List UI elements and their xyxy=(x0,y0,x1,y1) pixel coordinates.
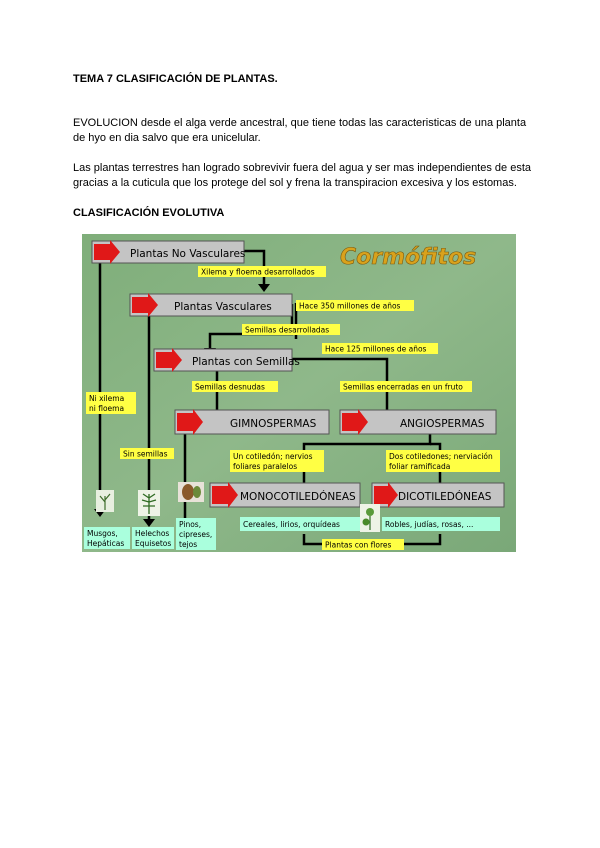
classification-diagram xyxy=(82,234,516,552)
svg-text:DICOTILEDÓNEAS: DICOTILEDÓNEAS xyxy=(398,491,492,503)
svg-text:GIMNOSPERMAS: GIMNOSPERMAS xyxy=(230,418,317,430)
box-angiospermas xyxy=(340,409,496,435)
label-musgos-2: Hepáticas xyxy=(87,539,125,548)
label-ni-xilema-1: Ni xilema xyxy=(89,394,125,403)
box-plantas-no-vasculares xyxy=(92,240,245,264)
label-semillas-desarrolladas: Semillas desarrolladas xyxy=(245,325,330,335)
label-cereales: Cereales, lirios, orquídeas xyxy=(243,520,340,529)
label-helechos-2: Equisetos xyxy=(135,539,172,548)
section-subtitle: CLASIFICACIÓN EVOLUTIVA xyxy=(73,207,225,219)
label-hace-350: Hace 350 millones de años xyxy=(299,301,401,311)
diagram-heading: Cormófitos xyxy=(340,245,477,270)
label-un-cotiledon-2: foliares paralelos xyxy=(233,462,298,471)
label-plantas-con-flores: Plantas con flores xyxy=(325,540,392,550)
paragraph-evolucion: EVOLUCION desde el alga verde ancestral, que tiene todas las caracteristicas de una planta de hyo en dia salvo que era unicelular. xyxy=(73,117,527,144)
box-monocotiledoneas xyxy=(210,482,360,508)
box-plantas-con-semillas xyxy=(154,348,300,372)
moss-image xyxy=(96,490,114,512)
svg-text:MONOCOTILEDÓNEAS: MONOCOTILEDÓNEAS xyxy=(240,491,356,503)
svg-text:Plantas con Semillas: Plantas con Semillas xyxy=(192,356,300,368)
pine-cone-image xyxy=(178,482,204,502)
svg-text:Plantas No Vasculares: Plantas No Vasculares xyxy=(130,248,246,260)
label-un-cotiledon-1: Un cotiledón; nervios xyxy=(233,452,313,461)
label-pinos-3: tejos xyxy=(179,540,198,549)
label-helechos-1: Helechos xyxy=(135,529,170,538)
document-title: TEMA 7 CLASIFICACIÓN DE PLANTAS. xyxy=(73,73,278,85)
dicot-plant-image xyxy=(360,504,380,532)
label-dos-cotiledones-1: Dos cotiledones; nerviación xyxy=(389,452,493,461)
label-dos-cotiledones-2: foliar ramificada xyxy=(389,462,451,471)
label-robles: Robles, judías, rosas, ... xyxy=(385,520,474,529)
box-dicotiledoneas xyxy=(372,482,504,508)
paragraph-plantas-terrestres: Las plantas terrestres han logrado sobrevivir fuera del agua y ser mas independientes de esta gracias a la cuticula que los protege del sol y frena la transpiracion excesiva y los estomas. xyxy=(73,162,531,189)
label-semillas-desnudas: Semillas desnudas xyxy=(195,382,265,392)
box-gimnospermas xyxy=(175,409,329,435)
label-pinos-1: Pinos, xyxy=(179,520,202,529)
svg-text:Plantas Vasculares: Plantas Vasculares xyxy=(174,301,272,313)
fern-image xyxy=(138,490,160,516)
label-ni-xilema-2: ni floema xyxy=(89,404,125,413)
label-musgos-1: Musgos, xyxy=(87,529,118,538)
label-xilema: Xilema y floema desarrollados xyxy=(201,267,315,277)
label-semillas-encerradas: Semillas encerradas en un fruto xyxy=(343,382,463,392)
box-plantas-vasculares xyxy=(130,293,292,317)
label-pinos-2: cipreses, xyxy=(179,530,213,539)
label-hace-125: Hace 125 millones de años xyxy=(325,344,427,354)
svg-text:ANGIOSPERMAS: ANGIOSPERMAS xyxy=(400,418,485,430)
label-sin-semillas: Sin semillas xyxy=(123,449,168,459)
